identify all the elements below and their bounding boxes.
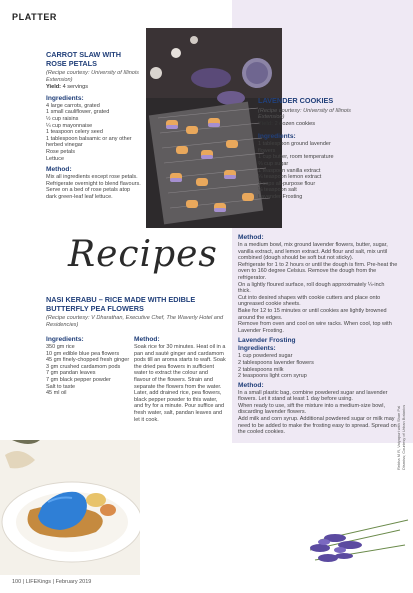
- lavender-courtesy: (Recipe courtesy: University of Illinois Extension): [258, 107, 351, 121]
- nasi-method-title: Method:: [134, 336, 160, 343]
- list-item: 1 teaspoon celery seed: [46, 129, 103, 136]
- issue-date: February 2019: [55, 579, 92, 585]
- lavender-method-step: On a lightly floured surface, roll dough approximately ¼-inch thick.: [238, 281, 385, 295]
- slaw-recipe: [46, 51, 142, 201]
- bowl-illustration: [235, 53, 280, 91]
- rice-plate-illustration: [0, 440, 140, 575]
- nasi-title: NASI KERABU – RICE MADE WITH EDIBLE BUTTERFLY PEA FLOWERS: [46, 295, 196, 313]
- list-item: ¼ cup mayonnaise: [46, 122, 93, 129]
- list-item: Lettuce: [46, 155, 65, 162]
- list-item: 1 cup butter, room temperature: [258, 154, 334, 161]
- slaw-ingredients-title: Ingredients:: [46, 94, 84, 102]
- list-item: 1 cup powdered sugar: [238, 353, 293, 360]
- lavender-ingredients-title: Ingredients:: [258, 133, 296, 141]
- list-item: ¼ teaspoon lemon extract: [258, 174, 322, 181]
- slaw-title: CARROT SLAW WITH ROSE PETALS: [46, 50, 121, 68]
- section-label: PLATTER: [12, 12, 58, 22]
- nasi-method: [134, 336, 226, 423]
- lavender-sprigs-photo: [300, 490, 413, 575]
- list-item: 7 gm black pepper powder: [46, 376, 111, 383]
- nasi-kerabu-photo: [0, 440, 140, 575]
- list-item: 10 gm edible blue pea flowers: [46, 350, 120, 357]
- lavender-sprigs-illustration: [300, 490, 413, 575]
- list-item: Rose petals: [46, 148, 76, 155]
- nasi-ingredients: [46, 336, 130, 397]
- list-item: ½ cup raisins: [46, 115, 79, 122]
- frosting-method-title: Method:: [238, 381, 264, 389]
- photo-credit: Rekha M R, Vaiyapuri with Shae Pal Dismiss; Courtesy of Urban Botanics: [396, 404, 406, 470]
- list-item: 7 gm pandan leaves: [46, 370, 96, 377]
- magazine-name: LIFEKings: [25, 579, 52, 585]
- lavender-method-step: Remove from oven and cool on wire racks. When cool, top with Lavender Frosting.: [238, 321, 392, 334]
- list-item: 350 gm rice: [46, 344, 75, 350]
- frosting-title: Lavender Frosting: [238, 337, 296, 345]
- list-item: Salt to taste: [46, 383, 76, 390]
- frosting-method-step: In a small plastic bag, combine powdered sugar and lavender flowers. Let it stand at least 1 day before using.: [238, 389, 388, 403]
- frosting-method-step: When ready to use, sift the mixture into a medium-size bowl, discarding lavender flowers.: [238, 402, 386, 416]
- nasi-ingredients-list: [46, 344, 130, 397]
- lavender-method-title: Method:: [238, 234, 264, 241]
- list-item: 45 gm finely-chopped fresh ginger: [46, 357, 130, 364]
- nasi-ingredients-title: Ingredients:: [46, 336, 84, 343]
- slaw-ingredients-list: [46, 103, 142, 162]
- frosting-ingredients-list: [238, 353, 398, 379]
- slaw-courtesy: (Recipe courtesy: University of Illinois Extension): [46, 70, 139, 83]
- lavender-cookies-recipe: [258, 97, 398, 201]
- lavender-method-step: Bake for 12 to 15 minutes or until cookies are lightly browned around the edges.: [238, 307, 387, 321]
- list-item: ⅔ cup sugar: [258, 160, 289, 167]
- nasi-method-text: Soak rice for 30 minutes. Heat oil in a pan and sauté ginger and cardamom pods till an aroma starts to waft. Soak the dried pea flowers in sufficient water to extract the colour and flavour of the flowers. Strain and separate the flowers from the water. Later, add drained rice, pea flowers, black pepper powder to this water, and fry for a minute. Pour suffice and fresh water, salt, pandan leaves and let it cook.: [134, 344, 226, 423]
- slaw-yield: Yield: 4 servings: [46, 83, 89, 90]
- list-item: 2 tablespoons lavender flowers: [238, 359, 314, 366]
- page-footer: 100 | LIFEKings | February 2019: [12, 579, 92, 585]
- list-item: 2 teaspoons light corn syrup: [238, 373, 307, 380]
- nasi-courtesy: (Recipe courtesy: V Dharathan, Executive Chef, The Waverly Hotel and Residencies): [46, 315, 224, 328]
- list-item: 1 tablespoon ground lavender flowers: [258, 141, 331, 154]
- list-item: 1 tablespoon balsamic or any other herbed vinegar: [46, 135, 132, 149]
- list-item: 1 teaspoon vanilla extract: [258, 167, 321, 174]
- lavender-method: [238, 234, 398, 436]
- lavender-yield: Yield: 2 dozen cookies: [258, 121, 316, 128]
- lavender-method-step: Refrigerate for 1 to 2 hours or until the dough is firm. Pre-heat the oven to 160 degree Celsius. Remove the dough from the refrigerator.: [238, 261, 398, 281]
- lavender-title: LAVENDER COOKIES: [258, 96, 334, 105]
- list-item: 45 ml oil: [46, 390, 67, 397]
- list-item: 3 gm crushed cardamom pods: [46, 363, 121, 370]
- list-item: 4 large carrots, grated: [46, 102, 100, 109]
- list-item: 1 small cauliflower, grated: [46, 109, 110, 116]
- lavender-method-step: In a medium bowl, mix ground lavender flowers, butter, sugar, vanilla extract, and lemon extract. Add flour and salt, mix until combined (dough should be soft but not sticky).: [238, 242, 388, 262]
- page-heading: Recipes: [68, 234, 218, 275]
- lavender-method-step: Cut into desired shapes with cookie cutters and place onto ungreased cookie sheets.: [238, 294, 381, 308]
- list-item: 2 cups all-purpose flour: [258, 180, 316, 187]
- slaw-method-text: Mix all ingredients except rose petals. Refrigerate overnight to blend flavours. Serve on a bed of rose petals atop dark green-leaf leaf lettuce.: [46, 174, 141, 200]
- slaw-method-title: Method:: [46, 166, 72, 174]
- lavender-bowl-photo: [235, 53, 280, 91]
- list-item: ⅛ teaspoon salt: [258, 187, 297, 194]
- nasi-kerabu-recipe: [46, 296, 226, 329]
- frosting-ingredients-title: Ingredients:: [238, 345, 276, 353]
- lavender-ingredients-list: [258, 141, 348, 200]
- list-item: Lavender Frosting: [258, 193, 303, 200]
- page-number: 100: [12, 579, 22, 585]
- list-item: 2 tablespoons milk: [238, 366, 284, 373]
- frosting-method-step: Add milk and corn syrup. Additional powdered sugar or milk may need to be added to make the frosting easy to spread. Spread on the cooled cookies.: [238, 416, 397, 436]
